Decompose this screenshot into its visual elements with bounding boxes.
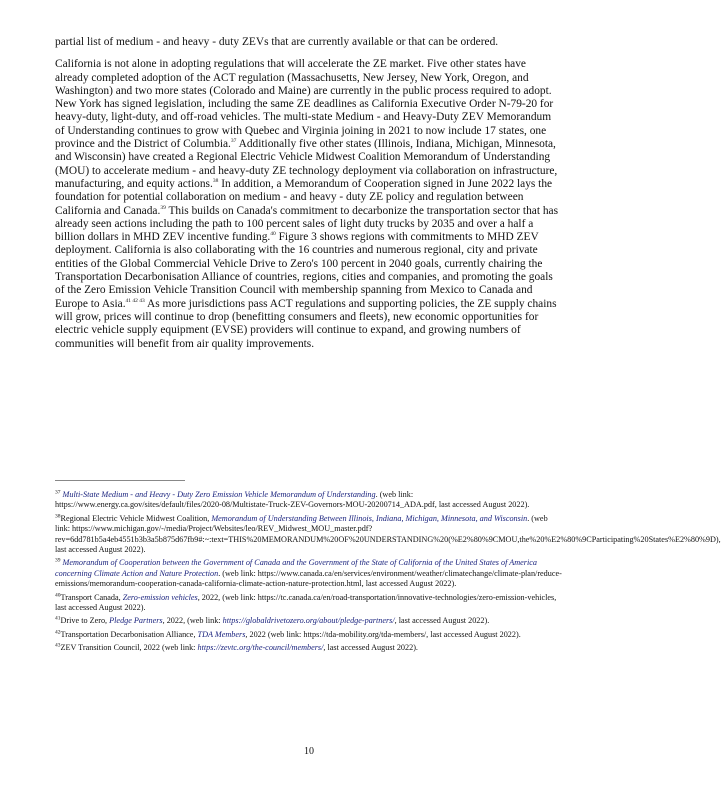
footnote-43 bbox=[55, 643, 563, 653]
footnote-title[interactable]: Pledge Partners bbox=[109, 616, 163, 626]
footnote-ref-39: 39 bbox=[160, 204, 166, 211]
footnote-text: Drive to Zero, bbox=[60, 616, 110, 626]
footnote-ref-40: 40 bbox=[270, 231, 276, 238]
footnote-text: . (web link: https://www.energy.ca.gov/sites/default/files/2020-08/Multistate-Truck-ZEV-Governors-MOU-20200714_ADA.pdf, last accessed August 2022). bbox=[55, 490, 530, 510]
footnote-text: Transport Canada, bbox=[60, 592, 123, 602]
footnote-text: , last accessed August 2022). bbox=[394, 616, 490, 626]
footnote-number: 37 bbox=[55, 489, 61, 496]
footnote-text: ZEV Transition Council, 2022 (web link: bbox=[60, 643, 198, 653]
paragraph-2-start: California is not alone in adopting regulations that will accelerate the ZE market. Five other states have already completed adoption of the ACT regulation (Massachusetts, New Jersey, New York, Oregon, and Washington) and two more states (Colorado and Maine) are currently in the public process required to adopt. New York has signed legislation, including the same ZE deadlines as California Executive Order N-79-20 for heavy-duty, light-duty, and off-road vehicles. The multi-state Medium - and Heavy-Duty ZEV Memorandum of Understanding continues to grow with Quebec and Virginia joining in 2021 to now include 17 states, one province and the District of Columbia. bbox=[55, 58, 554, 151]
footnote-37 bbox=[55, 490, 563, 511]
paragraph-2-part-6: As more jurisdictions pass ACT regulations and supporting policies, the ZE supply chains will grow, prices will continue to drop (benefitting consumers and fleets), new economic opportunities for electric vehicle supply equipment (EVSE) providers will continue to expand, and growing numbers of communities will benefit from air quality improvements. bbox=[55, 297, 557, 350]
footnote-number: 38 bbox=[55, 513, 61, 520]
footnote-ref-37: 37 bbox=[230, 138, 237, 145]
footnote-link[interactable]: https://globaldrivetozero.org/about/pledge-partners/ bbox=[222, 616, 395, 626]
footnote-text: , 2022 (web link: https://tda-mobility.org/tda-members/, last accessed August 2022). bbox=[245, 629, 521, 639]
footnote-number: 39 bbox=[55, 557, 61, 564]
paragraph-2-part-2: Additionally five other states (Illinois, Indiana, Michigan, Minnesota, and Wisconsin) have created a Regional Electric Vehicle Midwest Coalition Memorandum of Understanding (MOU) to accelerate medium - and heavy-duty ZE technology deployment via collaboration on infrastructure, manufacturing, and equity actions. bbox=[55, 138, 558, 190]
footnote-text: Transportation Decarbonisation Alliance, bbox=[60, 629, 198, 639]
footnote-text: Regional Electric Vehicle Midwest Coalition, bbox=[60, 513, 212, 523]
paragraph-2 bbox=[55, 58, 562, 351]
footnote-40 bbox=[55, 593, 563, 614]
footnote-text: , 2022, (web link: https://tc.canada.ca/en/road-transportation/innovative-technologies/zero-emission-vehicles, last accessed August 2022). bbox=[55, 592, 557, 613]
footnote-title[interactable]: Memorandum of Understanding Between Illinois, Indiana, Michigan, Minnesota, and Wisconsin bbox=[211, 513, 528, 523]
page-number: 10 bbox=[304, 746, 314, 757]
footnote-title[interactable]: Memorandum of Cooperation between the Government of Canada and the Government of the State of California of the United States of America concerning Climate Action and Nature Protection bbox=[55, 558, 537, 578]
paragraph-2-part-4: This builds on Canada's commitment to decarbonize the transportation sector that has already seen actions including the path to 100 percent sales of light duty trucks by 2035 and over a half a billion dollars in MHD ZEV incentive funding. bbox=[55, 204, 559, 244]
footnote-text: , last accessed August 2022). bbox=[323, 643, 418, 653]
footnote-ref-41-43: 41 42 43 bbox=[125, 297, 145, 304]
footnote-title[interactable]: TDA Members bbox=[197, 629, 246, 639]
footnote-separator bbox=[55, 480, 185, 481]
footnote-number: 41 bbox=[55, 615, 61, 622]
body-text bbox=[55, 36, 562, 360]
paragraph-2-part-5: Figure 3 shows regions with commitments to MHD ZEV deployment. California is also collaborating with the 16 countries and numerous regional, city and private entities of the Global Commercial Vehicle Drive to Zero's 100 percent in 2040 goals, currently chairing the Transportation Decarbonisation Alliance of countries, regions, cities and companies, and promoting the goals of the Zero Emission Vehicle Transition Council with membership spanning from Mexico to Canada and Europe to Asia. bbox=[55, 231, 553, 310]
footnote-number: 43 bbox=[55, 642, 61, 649]
footnote-42 bbox=[55, 630, 563, 640]
footnotes bbox=[55, 489, 721, 657]
footnote-link[interactable]: https://zevtc.org/the-council/members/ bbox=[197, 643, 324, 653]
footnote-39 bbox=[55, 558, 563, 589]
footnote-ref-38: 38 bbox=[212, 178, 219, 185]
footnote-text: , 2022, (web link: bbox=[162, 616, 223, 626]
footnote-text: . (web link: https://www.michigan.gov/-/media/Project/Websites/leo/REV_Midwest_MOU_master.pdf?rev=6dd781b5a4eb4551b3b3a5b875d67fb9#:~:text=THIS%20MEMORANDUM%20OF%20UNDERSTANDING%20(%E2%80%9CMOU,the%20%E2%80%9CParticipating%20States%E2%80%9D), last accessed August 2022). bbox=[55, 513, 721, 555]
footnote-38 bbox=[55, 513, 721, 556]
footnote-text: . (web link: https://www.canada.ca/en/services/environment/weather/climatechange/climate-plan/reduce-emissions/memorandum-cooperation-canada-california-climate-action-nature-protection.html, last accessed August 2022). bbox=[55, 568, 562, 589]
footnote-41 bbox=[55, 616, 563, 626]
footnote-title[interactable]: Zero-emission vehicles bbox=[122, 592, 198, 602]
paragraph-1: partial list of medium - and heavy - duty ZEVs that are currently available or that can be ordered. bbox=[55, 36, 499, 48]
paragraph-2-part-3: In addition, a Memorandum of Cooperation signed in June 2022 lays the foundation for potential collaboration on medium - and heavy - duty ZE policy and regulation between California and Canada. bbox=[55, 177, 553, 217]
footnote-number: 42 bbox=[55, 629, 61, 636]
footnote-number: 40 bbox=[55, 591, 61, 598]
footnote-title[interactable]: Multi-State Medium - and Heavy - Duty Zero Emission Vehicle Memorandum of Understanding bbox=[62, 490, 376, 499]
